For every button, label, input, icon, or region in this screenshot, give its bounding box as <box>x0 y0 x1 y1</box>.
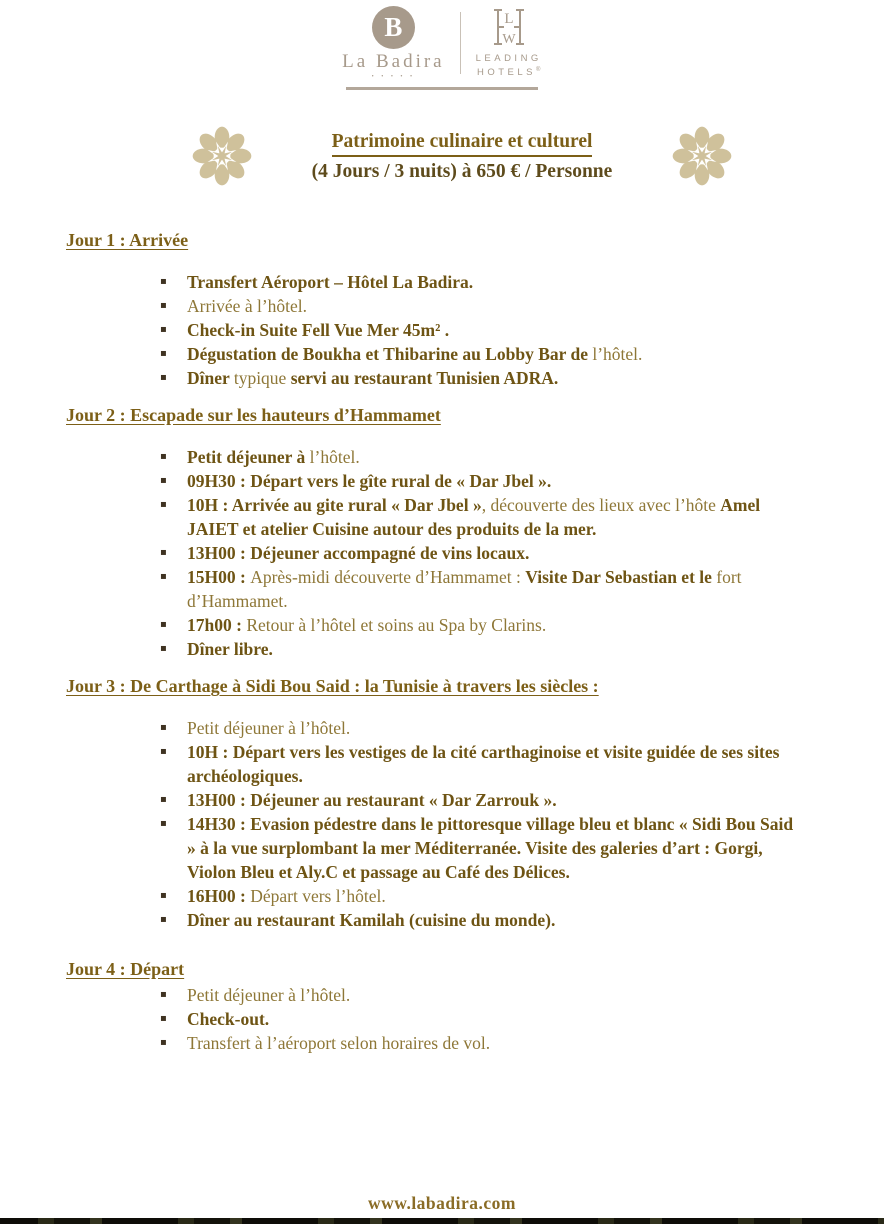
square-bullet-icon: ▪ <box>160 475 167 486</box>
square-bullet-icon: ▪ <box>160 989 167 1000</box>
square-bullet-icon: ▪ <box>160 1013 167 1024</box>
square-bullet-icon: ▪ <box>160 348 167 359</box>
title-line1: Patrimoine culinaire et culturel <box>332 129 593 157</box>
day-activity-list <box>66 270 800 390</box>
item-text: 10H : Départ vers les vestiges de la cité carthaginoise et visite guidée de ses sites archéologiques. <box>187 742 780 786</box>
square-bullet-icon: ▪ <box>160 619 167 630</box>
itinerary-item <box>160 366 800 390</box>
item-text: Check-out. <box>187 1009 270 1029</box>
leading-hotels-wordmark <box>476 52 542 80</box>
la-badira-brand <box>342 6 444 80</box>
bottom-edge-strip <box>0 1218 884 1224</box>
document-footer <box>0 1193 884 1214</box>
header-rule <box>346 87 538 90</box>
item-text: 16H00 : Départ vers l’hôtel. <box>187 886 386 906</box>
itinerary-item <box>160 983 800 1007</box>
square-bullet-icon: ▪ <box>160 571 167 582</box>
day-section <box>66 676 800 932</box>
item-text: Petit déjeuner à l’hôtel. <box>187 447 360 467</box>
itinerary-item <box>160 716 800 740</box>
square-bullet-icon: ▪ <box>160 794 167 805</box>
itinerary-item <box>160 493 800 541</box>
square-bullet-icon: ▪ <box>160 372 167 383</box>
leading-hotels-brand <box>476 6 542 80</box>
itinerary-item <box>160 788 800 812</box>
item-text: Dîner libre. <box>187 639 273 659</box>
day-section <box>66 959 800 1055</box>
document-header <box>0 0 884 90</box>
item-text: Transfert à l’aéroport selon horaires de vol. <box>187 1033 491 1053</box>
itinerary-item <box>160 270 800 294</box>
item-text: Petit déjeuner à l’hôtel. <box>187 718 351 738</box>
itinerary-item <box>160 637 800 661</box>
itinerary-item <box>160 565 800 613</box>
square-bullet-icon: ▪ <box>160 890 167 901</box>
item-text: 15H00 : Après-midi découverte d’Hammamet : Visite Dar Sebastian et le fort d’Hammamet. <box>187 567 742 611</box>
item-text: Dégustation de Boukha et Thibarine au Lobby Bar de l’hôtel. <box>187 344 643 364</box>
registered-mark: ® <box>536 67 541 73</box>
itinerary-item <box>160 908 800 932</box>
item-text: 14H30 : Evasion pédestre dans le pittoresque village bleu et blanc « Sidi Bou Said » à la vue surplombant la mer Méditerranée. Visite des galeries d’art : Gorgi, Violon Bleu et Aly.C et passage au Café des Délices. <box>187 814 794 882</box>
item-text: Transfert Aéroport – Hôtel La Badira. <box>187 272 474 292</box>
document-title <box>312 129 613 184</box>
five-stars-icon: • • • • • <box>371 74 416 80</box>
item-text: Check-in Suite Fell Vue Mer 45m² . <box>187 320 450 340</box>
day-activity-list <box>66 983 800 1055</box>
square-bullet-icon: ▪ <box>160 499 167 510</box>
itinerary-item <box>160 318 800 342</box>
itinerary-item <box>160 294 800 318</box>
day-heading: Jour 2 : Escapade sur les hauteurs d’Hammamet <box>66 405 441 425</box>
la-badira-logo-icon <box>372 6 415 49</box>
square-bullet-icon: ▪ <box>160 722 167 733</box>
square-bullet-icon: ▪ <box>160 276 167 287</box>
itinerary-item <box>160 445 800 469</box>
itinerary-item <box>160 1007 800 1031</box>
day-section <box>66 405 800 661</box>
item-text: 13H00 : Déjeuner accompagné de vins locaux. <box>187 543 530 563</box>
day-activity-list <box>66 445 800 661</box>
lhw-monogram-icon <box>489 6 529 48</box>
website-url: www.labadira.com <box>368 1193 516 1213</box>
itinerary-item <box>160 884 800 908</box>
square-bullet-icon: ▪ <box>160 643 167 654</box>
square-bullet-icon: ▪ <box>160 818 167 829</box>
day-heading: Jour 1 : Arrivée <box>66 230 189 250</box>
itinerary-item <box>160 342 800 366</box>
brand-initial: B <box>384 12 403 42</box>
svg-text:L: L <box>504 11 514 28</box>
square-bullet-icon: ▪ <box>160 324 167 335</box>
item-text: Dîner au restaurant Kamilah (cuisine du monde). <box>187 910 556 930</box>
svg-text:W: W <box>502 32 516 48</box>
partner-line1: LEADING <box>475 53 542 65</box>
item-text: Arrivée à l’hôtel. <box>187 296 308 316</box>
itinerary-item <box>160 613 800 637</box>
logo-block <box>342 6 542 90</box>
day-heading: Jour 3 : De Carthage à Sidi Bou Said : la Tunisie à travers les siècles : <box>66 676 599 696</box>
itinerary-item <box>160 541 800 565</box>
itinerary-item <box>160 740 800 788</box>
item-text: 09H30 : Départ vers le gîte rural de « Dar Jbel ». <box>187 471 552 491</box>
day-heading: Jour 4 : Départ <box>66 959 185 979</box>
item-text: Dîner typique servi au restaurant Tunisien ADRA. <box>187 368 559 388</box>
itinerary-item <box>160 1031 800 1055</box>
itinerary-item <box>160 812 800 884</box>
title-block <box>188 123 736 189</box>
title-line2: (4 Jours / 3 nuits) à 650 € / Personne <box>311 160 613 182</box>
rosette-flower-icon <box>188 123 256 189</box>
itinerary-item <box>160 469 800 493</box>
square-bullet-icon: ▪ <box>160 914 167 925</box>
item-text: 13H00 : Déjeuner au restaurant « Dar Zarrouk ». <box>187 790 557 810</box>
day-section <box>66 230 800 390</box>
item-text: Petit déjeuner à l’hôtel. <box>187 985 351 1005</box>
rosette-flower-icon <box>668 123 736 189</box>
square-bullet-icon: ▪ <box>160 300 167 311</box>
square-bullet-icon: ▪ <box>160 1037 167 1048</box>
logo-divider <box>460 12 461 74</box>
itinerary-sections <box>0 230 884 1055</box>
item-text: 10H : Arrivée au gite rural « Dar Jbel », découverte des lieux avec l’hôte Amel JAIET et atelier Cuisine autour des produits de la mer. <box>187 495 761 539</box>
item-text: 17h00 : Retour à l’hôtel et soins au Spa by Clarins. <box>187 615 547 635</box>
day-activity-list <box>66 716 800 932</box>
partner-line2: HOTELS® <box>477 67 541 78</box>
square-bullet-icon: ▪ <box>160 547 167 558</box>
square-bullet-icon: ▪ <box>160 746 167 757</box>
square-bullet-icon: ▪ <box>160 451 167 462</box>
brand-name: La Badira <box>342 51 445 72</box>
